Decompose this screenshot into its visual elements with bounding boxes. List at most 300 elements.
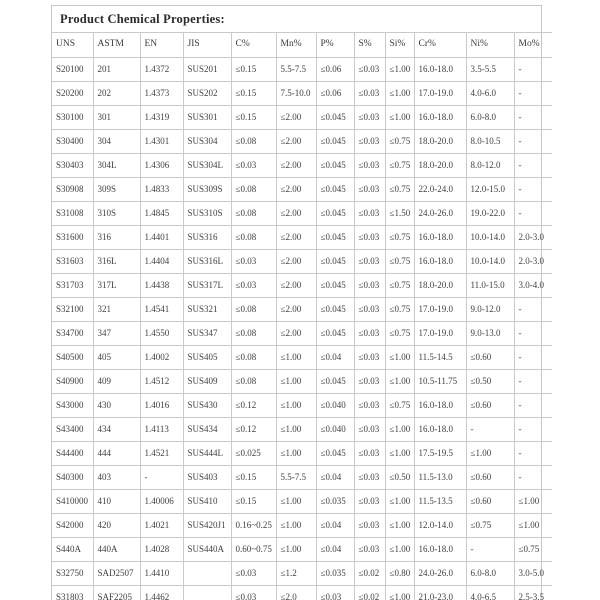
cell: SUS430: [183, 393, 231, 417]
table-row: [52, 105, 552, 129]
cell: 11.5-14.5: [414, 345, 466, 369]
cell: 0.60~0.75: [231, 537, 276, 561]
cell: 10.0-14.0: [466, 249, 514, 273]
cell: SAF2205: [93, 585, 140, 600]
cell: ≤0.75: [385, 321, 414, 345]
cell: 9.0-13.0: [466, 321, 514, 345]
cell: ≤0.035: [316, 489, 354, 513]
cell: 1.4462: [140, 585, 183, 600]
cell: ≤0.15: [231, 465, 276, 489]
cell: 0.16~0.25: [231, 513, 276, 537]
cell: 3.0-5.0: [514, 561, 552, 585]
table-row: [52, 81, 552, 105]
cell: S20200: [52, 81, 93, 105]
cell: ≤2.00: [276, 273, 316, 297]
cell: ≤0.75: [466, 513, 514, 537]
cell: ≤0.03: [354, 297, 385, 321]
cell: SUS321: [183, 297, 231, 321]
cell: -: [514, 321, 552, 345]
cell: SUS310S: [183, 201, 231, 225]
cell: 301: [93, 105, 140, 129]
cell: ≤1.00: [385, 489, 414, 513]
cell: ≤0.03: [231, 273, 276, 297]
cell: 316L: [93, 249, 140, 273]
cell: ≤1.00: [385, 57, 414, 81]
cell: ≤0.02: [354, 585, 385, 600]
cell: ≤0.03: [316, 585, 354, 600]
cell: 16.0-18.0: [414, 417, 466, 441]
column-header-uns: UNS: [52, 33, 93, 58]
cell: ≤0.03: [354, 369, 385, 393]
cell: ≤0.75: [385, 225, 414, 249]
cell: ≤0.03: [354, 81, 385, 105]
cell: 18.0-20.0: [414, 129, 466, 153]
cell: ≤0.03: [354, 249, 385, 273]
cell: 21.0-23.0: [414, 585, 466, 600]
cell: 8.0-12.0: [466, 153, 514, 177]
table-row: [52, 513, 552, 537]
cell: ≤1.00: [276, 345, 316, 369]
cell: ≤0.08: [231, 201, 276, 225]
cell: ≤0.03: [354, 273, 385, 297]
cell: SUS201: [183, 57, 231, 81]
cell: 3.5-5.5: [466, 57, 514, 81]
cell: S44400: [52, 441, 93, 465]
cell: 1.4512: [140, 369, 183, 393]
cell: 11.5-13.5: [414, 489, 466, 513]
cell: ≤0.75: [385, 393, 414, 417]
cell: ≤0.03: [354, 465, 385, 489]
cell: -: [466, 417, 514, 441]
cell: 310S: [93, 201, 140, 225]
cell: ≤0.040: [316, 417, 354, 441]
cell: 16.0-18.0: [414, 57, 466, 81]
cell: 2.5-3.5: [514, 585, 552, 600]
cell: 8.0-10.5: [466, 129, 514, 153]
cell: 1.4438: [140, 273, 183, 297]
cell: -: [514, 201, 552, 225]
cell: 1.4372: [140, 57, 183, 81]
cell: ≤2.00: [276, 201, 316, 225]
cell: ≤2.00: [276, 177, 316, 201]
cell: 17.5-19.5: [414, 441, 466, 465]
cell: ≤0.025: [231, 441, 276, 465]
cell: 1.4373: [140, 81, 183, 105]
cell: 1.4845: [140, 201, 183, 225]
cell: ≤1.2: [276, 561, 316, 585]
table-row: [52, 561, 552, 585]
cell: 403: [93, 465, 140, 489]
cell: ≤1.50: [385, 201, 414, 225]
cell: 18.0-20.0: [414, 153, 466, 177]
cell: ≤0.040: [316, 393, 354, 417]
cell: ≤0.03: [354, 537, 385, 561]
cell: ≤1.00: [514, 489, 552, 513]
cell: 1.4550: [140, 321, 183, 345]
cell: ≤0.75: [385, 249, 414, 273]
cell: [183, 561, 231, 585]
table-row: [52, 465, 552, 489]
cell: ≤0.80: [385, 561, 414, 585]
cell: SUS405: [183, 345, 231, 369]
cell: ≤0.045: [316, 153, 354, 177]
chemical-properties-table: [52, 32, 552, 600]
cell: 16.0-18.0: [414, 537, 466, 561]
cell: 2.0-3.0: [514, 249, 552, 273]
cell: ≤0.15: [231, 489, 276, 513]
cell: ≤1.00: [385, 513, 414, 537]
table-row: [52, 153, 552, 177]
column-header-ni: Ni%: [466, 33, 514, 58]
cell: ≤1.00: [276, 537, 316, 561]
column-header-jis: JIS: [183, 33, 231, 58]
cell: -: [514, 105, 552, 129]
table-row: [52, 369, 552, 393]
cell: ≤2.00: [276, 153, 316, 177]
cell: SUS440A: [183, 537, 231, 561]
cell: ≤0.03: [354, 417, 385, 441]
cell: ≤0.06: [316, 57, 354, 81]
cell: 12.0-14.0: [414, 513, 466, 537]
cell: 410: [93, 489, 140, 513]
table-title: Product Chemical Properties:: [60, 12, 225, 26]
cell: SUS316L: [183, 249, 231, 273]
cell: SUS317L: [183, 273, 231, 297]
cell: S30403: [52, 153, 93, 177]
cell: 10.5-11.75: [414, 369, 466, 393]
cell: -: [466, 537, 514, 561]
cell: ≤0.045: [316, 201, 354, 225]
table-row: [52, 585, 552, 600]
cell: ≤1.00: [385, 441, 414, 465]
cell: ≤0.50: [385, 465, 414, 489]
cell: -: [514, 153, 552, 177]
cell: ≤0.02: [354, 561, 385, 585]
cell: ≤0.08: [231, 297, 276, 321]
cell: 6.0-8.0: [466, 105, 514, 129]
cell: ≤0.75: [385, 297, 414, 321]
cell: ≤0.04: [316, 513, 354, 537]
cell: S31703: [52, 273, 93, 297]
cell: S30908: [52, 177, 93, 201]
cell: ≤0.03: [354, 57, 385, 81]
cell: S31803: [52, 585, 93, 600]
cell: SAD2507: [93, 561, 140, 585]
cell: ≤0.08: [231, 369, 276, 393]
cell: ≤2.00: [276, 297, 316, 321]
cell: ≤1.00: [276, 417, 316, 441]
cell: 1.4301: [140, 129, 183, 153]
cell: -: [140, 465, 183, 489]
cell: ≤0.03: [354, 201, 385, 225]
table-row: [52, 201, 552, 225]
cell: ≤0.045: [316, 273, 354, 297]
cell: S31008: [52, 201, 93, 225]
cell: ≤0.12: [231, 393, 276, 417]
cell: ≤2.00: [276, 129, 316, 153]
cell: ≤1.00: [276, 369, 316, 393]
table-row: [52, 177, 552, 201]
cell: ≤1.00: [276, 441, 316, 465]
cell: 1.4404: [140, 249, 183, 273]
cell: SUS202: [183, 81, 231, 105]
cell: 4.0-6.5: [466, 585, 514, 600]
cell: ≤0.60: [466, 393, 514, 417]
cell: ≤2.00: [276, 321, 316, 345]
cell: SUS420J1: [183, 513, 231, 537]
cell: -: [514, 81, 552, 105]
cell: SUS410: [183, 489, 231, 513]
cell: 317L: [93, 273, 140, 297]
cell: SUS304: [183, 129, 231, 153]
cell: ≤0.045: [316, 177, 354, 201]
cell: 4.0-6.0: [466, 81, 514, 105]
table-row: [52, 393, 552, 417]
cell: -: [514, 345, 552, 369]
cell: ≤0.75: [385, 273, 414, 297]
cell: ≤0.045: [316, 321, 354, 345]
cell: ≤0.75: [514, 537, 552, 561]
cell: ≤0.03: [231, 249, 276, 273]
cell: ≤0.03: [354, 489, 385, 513]
table-row: [52, 441, 552, 465]
cell: ≤0.03: [354, 177, 385, 201]
cell: S31600: [52, 225, 93, 249]
table-row: [52, 273, 552, 297]
cell: SUS304L: [183, 153, 231, 177]
cell: 420: [93, 513, 140, 537]
cell: ≤0.04: [316, 345, 354, 369]
cell: 440A: [93, 537, 140, 561]
cell: 3.0-4.0: [514, 273, 552, 297]
cell: 18.0-20.0: [414, 273, 466, 297]
cell: ≤0.03: [354, 225, 385, 249]
cell: -: [514, 177, 552, 201]
cell: ≤0.045: [316, 105, 354, 129]
cell: S34700: [52, 321, 93, 345]
cell: -: [514, 129, 552, 153]
cell: S30400: [52, 129, 93, 153]
cell: ≤0.50: [466, 369, 514, 393]
cell: ≤0.03: [354, 153, 385, 177]
cell: SUS316: [183, 225, 231, 249]
table-row: [52, 129, 552, 153]
table-row: [52, 417, 552, 441]
cell: 304: [93, 129, 140, 153]
cell: -: [514, 369, 552, 393]
cell: ≤0.045: [316, 441, 354, 465]
cell: 309S: [93, 177, 140, 201]
cell: ≤2.0: [276, 585, 316, 600]
cell: -: [514, 297, 552, 321]
cell: 1.4002: [140, 345, 183, 369]
cell: ≤2.00: [276, 105, 316, 129]
cell: ≤0.15: [231, 105, 276, 129]
cell: ≤1.00: [466, 441, 514, 465]
cell: ≤0.045: [316, 369, 354, 393]
cell: 430: [93, 393, 140, 417]
cell: S440A: [52, 537, 93, 561]
cell: 1.4319: [140, 105, 183, 129]
column-header-en: EN: [140, 33, 183, 58]
cell: 16.0-18.0: [414, 393, 466, 417]
cell: ≤0.045: [316, 129, 354, 153]
cell: 10.0-14.0: [466, 225, 514, 249]
cell: ≤1.00: [514, 513, 552, 537]
cell: 5.5-7.5: [276, 57, 316, 81]
cell: ≤1.00: [385, 81, 414, 105]
cell: ≤1.00: [385, 369, 414, 393]
column-header-s: S%: [354, 33, 385, 58]
cell: SUS444L: [183, 441, 231, 465]
cell: S40300: [52, 465, 93, 489]
cell: SUS434: [183, 417, 231, 441]
cell: 11.5-13.0: [414, 465, 466, 489]
cell: ≤0.03: [231, 585, 276, 600]
cell: ≤1.00: [385, 537, 414, 561]
cell: ≤0.03: [354, 105, 385, 129]
cell: 1.4410: [140, 561, 183, 585]
cell: 5.5-7.5: [276, 465, 316, 489]
cell: ≤0.06: [316, 81, 354, 105]
cell: S20100: [52, 57, 93, 81]
cell: 405: [93, 345, 140, 369]
cell: ≤1.00: [276, 513, 316, 537]
column-header-mo: Mo%: [514, 33, 552, 58]
cell: S32750: [52, 561, 93, 585]
cell: S40900: [52, 369, 93, 393]
cell: 409: [93, 369, 140, 393]
cell: S43400: [52, 417, 93, 441]
cell: 201: [93, 57, 140, 81]
cell: ≤0.08: [231, 225, 276, 249]
cell: SUS309S: [183, 177, 231, 201]
cell: S410000: [52, 489, 93, 513]
cell: 19.0-22.0: [466, 201, 514, 225]
cell: ≤0.15: [231, 57, 276, 81]
cell: S40500: [52, 345, 93, 369]
cell: 17.0-19.0: [414, 81, 466, 105]
cell: 12.0-15.0: [466, 177, 514, 201]
cell: 2.0-3.0: [514, 225, 552, 249]
chemical-properties-card: [51, 5, 542, 600]
cell: 11.0-15.0: [466, 273, 514, 297]
column-header-p: P%: [316, 33, 354, 58]
cell: ≤1.00: [385, 345, 414, 369]
cell: ≤0.08: [231, 177, 276, 201]
cell: ≤2.00: [276, 225, 316, 249]
cell: ≤0.045: [316, 249, 354, 273]
cell: ≤1.00: [276, 489, 316, 513]
cell: SUS301: [183, 105, 231, 129]
cell: 1.4113: [140, 417, 183, 441]
cell: ≤1.00: [276, 393, 316, 417]
table-row: [52, 345, 552, 369]
cell: ≤1.00: [385, 585, 414, 600]
cell: S32100: [52, 297, 93, 321]
column-header-cr: Cr%: [414, 33, 466, 58]
cell: 1.4306: [140, 153, 183, 177]
cell: 1.4521: [140, 441, 183, 465]
cell: ≤0.03: [231, 153, 276, 177]
cell: 1.4401: [140, 225, 183, 249]
cell: S43000: [52, 393, 93, 417]
cell: ≤0.03: [354, 321, 385, 345]
cell: 1.4016: [140, 393, 183, 417]
cell: 16.0-18.0: [414, 249, 466, 273]
cell: S42000: [52, 513, 93, 537]
cell: 16.0-18.0: [414, 225, 466, 249]
cell: SUS347: [183, 321, 231, 345]
cell: ≤0.045: [316, 297, 354, 321]
cell: 9.0-12.0: [466, 297, 514, 321]
cell: -: [514, 57, 552, 81]
cell: ≤0.04: [316, 537, 354, 561]
cell: 1.4028: [140, 537, 183, 561]
cell: ≤0.04: [316, 465, 354, 489]
cell: 316: [93, 225, 140, 249]
column-header-astm: ASTM: [93, 33, 140, 58]
cell: S31603: [52, 249, 93, 273]
cell: -: [514, 393, 552, 417]
cell: ≤0.08: [231, 345, 276, 369]
cell: -: [514, 465, 552, 489]
cell: ≤0.08: [231, 129, 276, 153]
cell: ≤2.00: [276, 249, 316, 273]
cell: [183, 585, 231, 600]
table-row: [52, 321, 552, 345]
cell: 321: [93, 297, 140, 321]
cell: 16.0-18.0: [414, 105, 466, 129]
cell: ≤0.08: [231, 321, 276, 345]
cell: 347: [93, 321, 140, 345]
cell: 1.40006: [140, 489, 183, 513]
table-row: [52, 249, 552, 273]
table-row: [52, 489, 552, 513]
cell: 17.0-19.0: [414, 321, 466, 345]
cell: ≤0.03: [231, 561, 276, 585]
cell: ≤0.03: [354, 345, 385, 369]
column-header-si: Si%: [385, 33, 414, 58]
cell: ≤0.60: [466, 489, 514, 513]
cell: S30100: [52, 105, 93, 129]
table-header-row: [52, 33, 552, 58]
cell: 434: [93, 417, 140, 441]
cell: ≤0.60: [466, 345, 514, 369]
cell: -: [514, 441, 552, 465]
cell: 1.4541: [140, 297, 183, 321]
cell: ≤0.75: [385, 129, 414, 153]
cell: 1.4833: [140, 177, 183, 201]
cell: ≤0.75: [385, 153, 414, 177]
table-row: [52, 297, 552, 321]
cell: 1.4021: [140, 513, 183, 537]
cell: ≤0.03: [354, 513, 385, 537]
table-row: [52, 537, 552, 561]
cell: 444: [93, 441, 140, 465]
cell: 24.0-26.0: [414, 561, 466, 585]
cell: -: [514, 417, 552, 441]
cell: 24.0-26.0: [414, 201, 466, 225]
cell: 7.5-10.0: [276, 81, 316, 105]
cell: 17.0-19.0: [414, 297, 466, 321]
cell: ≤0.75: [385, 177, 414, 201]
table-row: [52, 57, 552, 81]
cell: ≤0.03: [354, 441, 385, 465]
cell: 202: [93, 81, 140, 105]
cell: ≤0.15: [231, 81, 276, 105]
cell: 22.0-24.0: [414, 177, 466, 201]
